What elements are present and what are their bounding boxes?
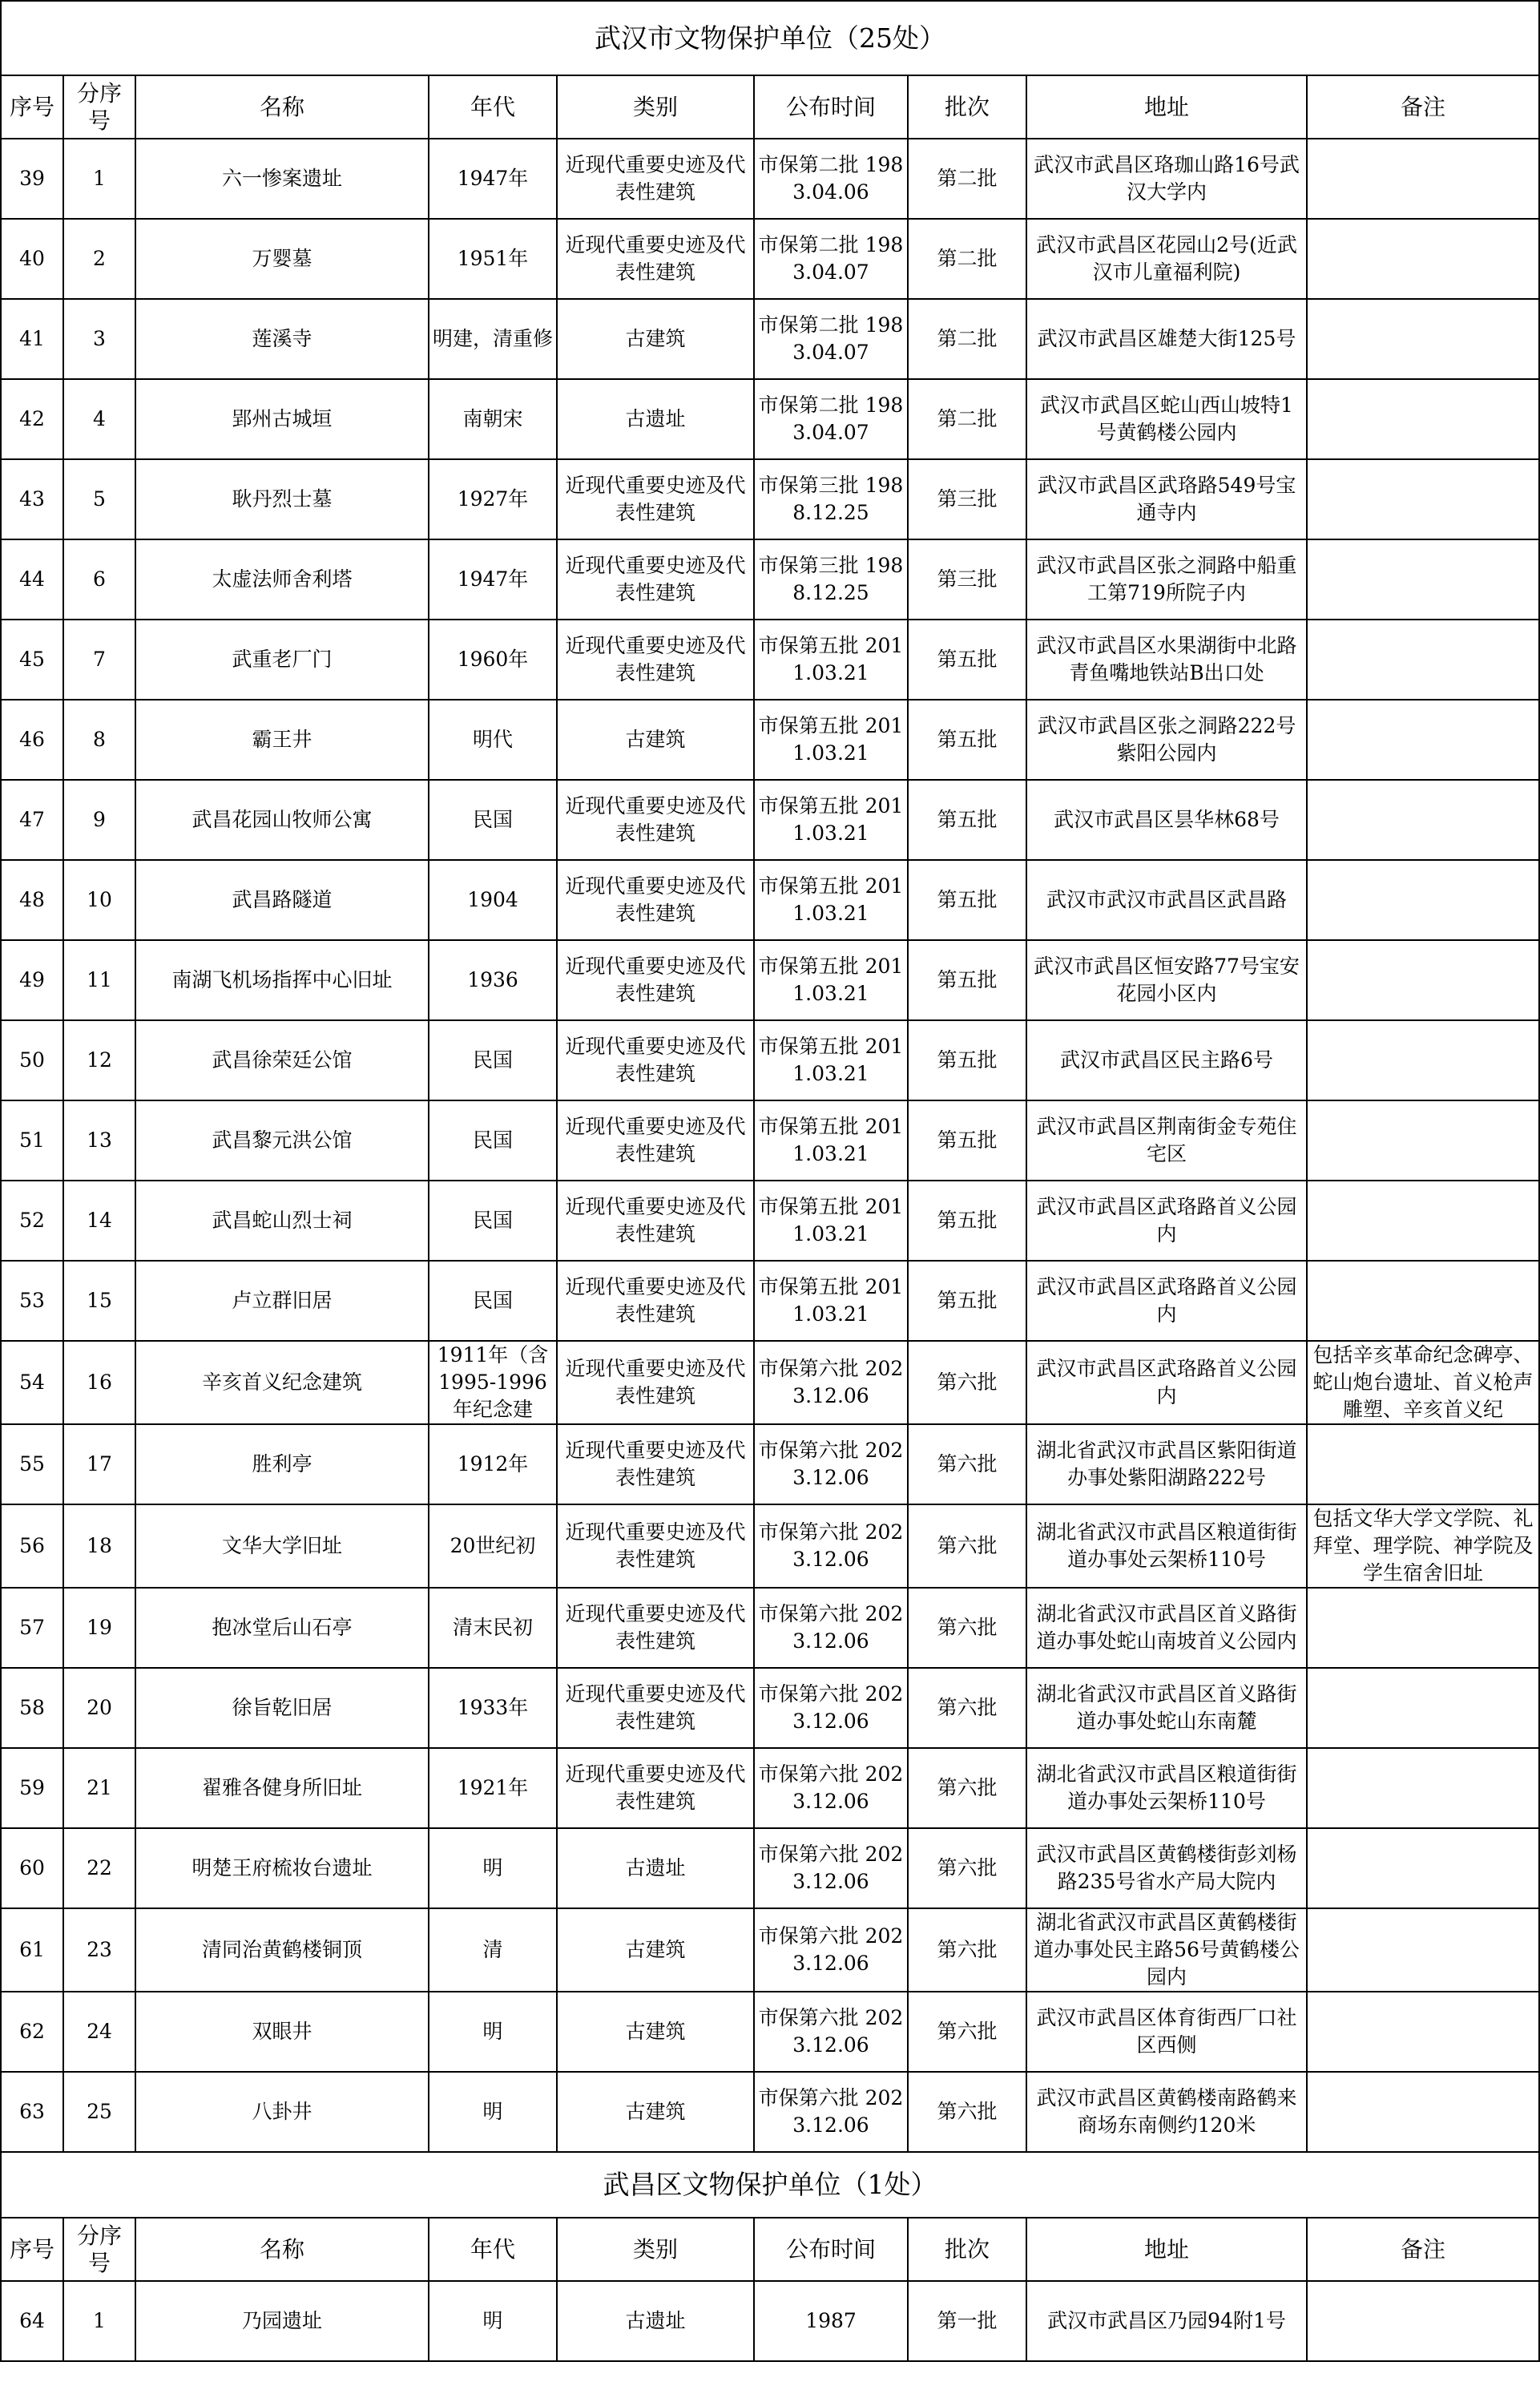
table-row [1, 780, 1539, 860]
notes-cell: 包括辛亥革命纪念碑亭、蛇山炮台遗址、首义枪声雕塑、辛亥首义纪 [1307, 1341, 1539, 1424]
category-cell: 古建筑 [557, 2072, 754, 2152]
era-cell: 1911年（含1995-1996年纪念建 [429, 1341, 557, 1424]
site-name-cell: 胜利亭 [135, 1424, 429, 1504]
site-name-cell: 武重老厂门 [135, 620, 429, 700]
sub-number-cell: 7 [63, 620, 135, 700]
serial-number-cell: 60 [1, 1828, 63, 1908]
site-name-cell: 南湖飞机场指挥中心旧址 [135, 940, 429, 1020]
notes-cell [1307, 1828, 1539, 1908]
table-row [1, 700, 1539, 780]
sub-number-cell: 2 [63, 219, 135, 299]
header-published-date: 公布时间 [754, 2218, 908, 2281]
era-cell: 民国 [429, 1181, 557, 1261]
table-row [1, 1588, 1539, 1668]
sub-number-cell: 12 [63, 1020, 135, 1100]
table-row [1, 1181, 1539, 1261]
era-cell: 1936 [429, 940, 557, 1020]
era-cell: 1912年 [429, 1424, 557, 1504]
table-row [1, 1424, 1539, 1504]
serial-number-cell: 59 [1, 1748, 63, 1828]
era-cell: 明 [429, 2072, 557, 2152]
sub-number-cell: 16 [63, 1341, 135, 1424]
published-date-cell: 市保第二批 1983.04.07 [754, 299, 908, 379]
published-date-cell: 市保第六批 2023.12.06 [754, 1668, 908, 1748]
batch-cell: 第五批 [908, 1181, 1026, 1261]
category-cell: 近现代重要史迹及代表性建筑 [557, 1504, 754, 1588]
batch-cell: 第一批 [908, 2281, 1026, 2361]
era-cell: 民国 [429, 1020, 557, 1100]
sub-number-cell: 24 [63, 1992, 135, 2072]
site-name-cell: 文华大学旧址 [135, 1504, 429, 1588]
serial-number-cell: 55 [1, 1424, 63, 1504]
notes-cell [1307, 1992, 1539, 2072]
category-cell: 古遗址 [557, 379, 754, 459]
era-cell: 1933年 [429, 1668, 557, 1748]
sub-number-cell: 18 [63, 1504, 135, 1588]
published-date-cell: 市保第五批 2011.03.21 [754, 620, 908, 700]
era-cell: 1947年 [429, 139, 557, 219]
published-date-cell: 市保第三批 1988.12.25 [754, 459, 908, 539]
category-cell: 近现代重要史迹及代表性建筑 [557, 1668, 754, 1748]
site-name-cell: 明楚王府梳妆台遗址 [135, 1828, 429, 1908]
category-cell: 近现代重要史迹及代表性建筑 [557, 780, 754, 860]
batch-cell: 第五批 [908, 860, 1026, 940]
header-serial-number: 序号 [1, 2218, 63, 2281]
address-cell: 湖北省武汉市武昌区粮道街街道办事处云架桥110号 [1026, 1504, 1307, 1588]
published-date-cell: 市保第五批 2011.03.21 [754, 1020, 908, 1100]
table-row [1, 1828, 1539, 1908]
address-cell: 武汉市武昌区武珞路549号宝通寺内 [1026, 459, 1307, 539]
site-name-cell: 抱冰堂后山石亭 [135, 1588, 429, 1668]
published-date-cell: 市保第六批 2023.12.06 [754, 1341, 908, 1424]
table-row [1, 1908, 1539, 1992]
serial-number-cell: 47 [1, 780, 63, 860]
table-row [1, 1748, 1539, 1828]
column-header-row [1, 75, 1539, 139]
sub-number-cell: 14 [63, 1181, 135, 1261]
published-date-cell: 市保第六批 2023.12.06 [754, 1504, 908, 1588]
address-cell: 武汉市武昌区荆南街金专苑住宅区 [1026, 1100, 1307, 1181]
serial-number-cell: 39 [1, 139, 63, 219]
notes-cell [1307, 459, 1539, 539]
site-name-cell: 武昌花园山牧师公寓 [135, 780, 429, 860]
published-date-cell: 市保第五批 2011.03.21 [754, 1261, 908, 1341]
site-name-cell: 太虚法师舍利塔 [135, 539, 429, 620]
site-name-cell: 清同治黄鹤楼铜顶 [135, 1908, 429, 1992]
address-cell: 武汉市武昌区武珞路首义公园内 [1026, 1341, 1307, 1424]
published-date-cell: 市保第六批 2023.12.06 [754, 1828, 908, 1908]
header-era: 年代 [429, 2218, 557, 2281]
address-cell: 武汉市武昌区体育街西厂口社区西侧 [1026, 1992, 1307, 2072]
published-date-cell: 市保第五批 2011.03.21 [754, 700, 908, 780]
table-row [1, 940, 1539, 1020]
header-published-date: 公布时间 [754, 75, 908, 139]
sub-number-cell: 25 [63, 2072, 135, 2152]
table-row [1, 1504, 1539, 1588]
batch-cell: 第六批 [908, 1424, 1026, 1504]
notes-cell [1307, 940, 1539, 1020]
section-title: 武昌区文物保护单位（1处） [1, 2152, 1539, 2218]
address-cell: 武汉市武昌区昙华林68号 [1026, 780, 1307, 860]
table-row [1, 1100, 1539, 1181]
address-cell: 湖北省武汉市武昌区首义路街道办事处蛇山东南麓 [1026, 1668, 1307, 1748]
notes-cell [1307, 1588, 1539, 1668]
published-date-cell: 市保第六批 2023.12.06 [754, 1748, 908, 1828]
published-date-cell: 市保第五批 2011.03.21 [754, 1100, 908, 1181]
batch-cell: 第六批 [908, 1668, 1026, 1748]
batch-cell: 第六批 [908, 1748, 1026, 1828]
era-cell: 民国 [429, 780, 557, 860]
published-date-cell: 市保第六批 2023.12.06 [754, 1424, 908, 1504]
address-cell: 武汉市武昌区蛇山西山坡特1号黄鹤楼公园内 [1026, 379, 1307, 459]
serial-number-cell: 58 [1, 1668, 63, 1748]
era-cell: 清末民初 [429, 1588, 557, 1668]
sub-number-cell: 5 [63, 459, 135, 539]
published-date-cell: 市保第五批 2011.03.21 [754, 860, 908, 940]
header-sub-number: 分序号 [63, 2218, 135, 2281]
notes-cell [1307, 1748, 1539, 1828]
table-row [1, 139, 1539, 219]
serial-number-cell: 61 [1, 1908, 63, 1992]
address-cell: 武汉市武昌区张之洞路中船重工第719所院子内 [1026, 539, 1307, 620]
category-cell: 近现代重要史迹及代表性建筑 [557, 459, 754, 539]
batch-cell: 第三批 [908, 459, 1026, 539]
site-name-cell: 六一惨案遗址 [135, 139, 429, 219]
site-name-cell: 徐旨乾旧居 [135, 1668, 429, 1748]
era-cell: 明 [429, 1828, 557, 1908]
notes-cell [1307, 620, 1539, 700]
era-cell: 20世纪初 [429, 1504, 557, 1588]
serial-number-cell: 44 [1, 539, 63, 620]
era-cell: 清 [429, 1908, 557, 1992]
address-cell: 武汉市武汉市武昌区武昌路 [1026, 860, 1307, 940]
batch-cell: 第六批 [908, 1908, 1026, 1992]
serial-number-cell: 54 [1, 1341, 63, 1424]
category-cell: 近现代重要史迹及代表性建筑 [557, 1341, 754, 1424]
address-cell: 武汉市武昌区张之洞路222号紫阳公园内 [1026, 700, 1307, 780]
address-cell: 湖北省武汉市武昌区紫阳街道办事处紫阳湖路222号 [1026, 1424, 1307, 1504]
era-cell: 1927年 [429, 459, 557, 539]
sub-number-cell: 1 [63, 2281, 135, 2361]
batch-cell: 第五批 [908, 1020, 1026, 1100]
category-cell: 近现代重要史迹及代表性建筑 [557, 139, 754, 219]
category-cell: 近现代重要史迹及代表性建筑 [557, 1181, 754, 1261]
address-cell: 湖北省武汉市武昌区首义路街道办事处蛇山南坡首义公园内 [1026, 1588, 1307, 1668]
notes-cell [1307, 539, 1539, 620]
notes-cell [1307, 1668, 1539, 1748]
section-title: 武汉市文物保护单位（25处） [1, 1, 1539, 75]
category-cell: 古建筑 [557, 700, 754, 780]
serial-number-cell: 50 [1, 1020, 63, 1100]
category-cell: 近现代重要史迹及代表性建筑 [557, 1100, 754, 1181]
era-cell: 明 [429, 1992, 557, 2072]
table-row [1, 379, 1539, 459]
published-date-cell: 市保第三批 1988.12.25 [754, 539, 908, 620]
site-name-cell: 武昌蛇山烈士祠 [135, 1181, 429, 1261]
header-notes: 备注 [1307, 2218, 1539, 2281]
batch-cell: 第五批 [908, 620, 1026, 700]
header-name: 名称 [135, 75, 429, 139]
address-cell: 武汉市武昌区恒安路77号宝安花园小区内 [1026, 940, 1307, 1020]
category-cell: 近现代重要史迹及代表性建筑 [557, 940, 754, 1020]
batch-cell: 第六批 [908, 1588, 1026, 1668]
serial-number-cell: 57 [1, 1588, 63, 1668]
published-date-cell: 市保第六批 2023.12.06 [754, 2072, 908, 2152]
serial-number-cell: 46 [1, 700, 63, 780]
site-name-cell: 辛亥首义纪念建筑 [135, 1341, 429, 1424]
site-name-cell: 卢立群旧居 [135, 1261, 429, 1341]
address-cell: 武汉市武昌区雄楚大街125号 [1026, 299, 1307, 379]
header-notes: 备注 [1307, 75, 1539, 139]
site-name-cell: 乃园遗址 [135, 2281, 429, 2361]
category-cell: 近现代重要史迹及代表性建筑 [557, 860, 754, 940]
published-date-cell: 市保第二批 1983.04.07 [754, 379, 908, 459]
category-cell: 古遗址 [557, 2281, 754, 2361]
sub-number-cell: 17 [63, 1424, 135, 1504]
address-cell: 湖北省武汉市武昌区黄鹤楼街道办事处民主路56号黄鹤楼公园内 [1026, 1908, 1307, 1992]
published-date-cell: 市保第五批 2011.03.21 [754, 1181, 908, 1261]
batch-cell: 第五批 [908, 940, 1026, 1020]
category-cell: 古遗址 [557, 1828, 754, 1908]
batch-cell: 第五批 [908, 700, 1026, 780]
site-name-cell: 莲溪寺 [135, 299, 429, 379]
site-name-cell: 双眼井 [135, 1992, 429, 2072]
header-sub-number: 分序号 [63, 75, 135, 139]
site-name-cell: 八卦井 [135, 2072, 429, 2152]
era-cell: 明 [429, 2281, 557, 2361]
batch-cell: 第六批 [908, 1992, 1026, 2072]
serial-number-cell: 45 [1, 620, 63, 700]
batch-cell: 第二批 [908, 379, 1026, 459]
sub-number-cell: 10 [63, 860, 135, 940]
era-cell: 1904 [429, 860, 557, 940]
era-cell: 民国 [429, 1261, 557, 1341]
sub-number-cell: 22 [63, 1828, 135, 1908]
table-row [1, 620, 1539, 700]
notes-cell [1307, 2072, 1539, 2152]
site-name-cell: 郢州古城垣 [135, 379, 429, 459]
address-cell: 武汉市武昌区乃园94附1号 [1026, 2281, 1307, 2361]
category-cell: 古建筑 [557, 299, 754, 379]
category-cell: 近现代重要史迹及代表性建筑 [557, 1588, 754, 1668]
serial-number-cell: 62 [1, 1992, 63, 2072]
notes-cell [1307, 1908, 1539, 1992]
table-row [1, 299, 1539, 379]
serial-number-cell: 52 [1, 1181, 63, 1261]
address-cell: 武汉市武昌区黄鹤楼街彭刘杨路235号省水产局大院内 [1026, 1828, 1307, 1908]
address-cell: 湖北省武汉市武昌区粮道街街道办事处云架桥110号 [1026, 1748, 1307, 1828]
table-row [1, 1261, 1539, 1341]
sub-number-cell: 1 [63, 139, 135, 219]
notes-cell [1307, 2281, 1539, 2361]
era-cell: 南朝宋 [429, 379, 557, 459]
site-name-cell: 翟雅各健身所旧址 [135, 1748, 429, 1828]
header-serial-number: 序号 [1, 75, 63, 139]
notes-cell [1307, 219, 1539, 299]
notes-cell [1307, 299, 1539, 379]
column-header-row [1, 2218, 1539, 2281]
site-name-cell: 武昌徐荣廷公馆 [135, 1020, 429, 1100]
era-cell: 1921年 [429, 1748, 557, 1828]
category-cell: 近现代重要史迹及代表性建筑 [557, 1424, 754, 1504]
sub-number-cell: 19 [63, 1588, 135, 1668]
batch-cell: 第六批 [908, 1341, 1026, 1424]
batch-cell: 第二批 [908, 219, 1026, 299]
published-date-cell: 市保第六批 2023.12.06 [754, 1908, 908, 1992]
header-batch: 批次 [908, 2218, 1026, 2281]
era-cell: 1947年 [429, 539, 557, 620]
sub-number-cell: 3 [63, 299, 135, 379]
category-cell: 近现代重要史迹及代表性建筑 [557, 539, 754, 620]
published-date-cell: 市保第五批 2011.03.21 [754, 940, 908, 1020]
notes-cell [1307, 139, 1539, 219]
site-name-cell: 霸王井 [135, 700, 429, 780]
address-cell: 武汉市武昌区花园山2号(近武汉市儿童福利院) [1026, 219, 1307, 299]
category-cell: 近现代重要史迹及代表性建筑 [557, 1261, 754, 1341]
category-cell: 近现代重要史迹及代表性建筑 [557, 1748, 754, 1828]
notes-cell [1307, 1261, 1539, 1341]
serial-number-cell: 51 [1, 1100, 63, 1181]
batch-cell: 第五批 [908, 780, 1026, 860]
address-cell: 武汉市武昌区珞珈山路16号武汉大学内 [1026, 139, 1307, 219]
section-title-row [1, 1, 1539, 75]
notes-cell [1307, 1424, 1539, 1504]
header-address: 地址 [1026, 2218, 1307, 2281]
serial-number-cell: 64 [1, 2281, 63, 2361]
sub-number-cell: 15 [63, 1261, 135, 1341]
address-cell: 武汉市武昌区民主路6号 [1026, 1020, 1307, 1100]
published-date-cell: 市保第六批 2023.12.06 [754, 1588, 908, 1668]
era-cell: 明代 [429, 700, 557, 780]
published-date-cell: 市保第五批 2011.03.21 [754, 780, 908, 860]
category-cell: 近现代重要史迹及代表性建筑 [557, 1020, 754, 1100]
site-name-cell: 武昌路隧道 [135, 860, 429, 940]
address-cell: 武汉市武昌区武珞路首义公园内 [1026, 1181, 1307, 1261]
notes-cell [1307, 860, 1539, 940]
table-row [1, 1992, 1539, 2072]
header-era: 年代 [429, 75, 557, 139]
sub-number-cell: 9 [63, 780, 135, 860]
address-cell: 武汉市武昌区水果湖街中北路青鱼嘴地铁站B出口处 [1026, 620, 1307, 700]
batch-cell: 第二批 [908, 299, 1026, 379]
era-cell: 明建，清重修 [429, 299, 557, 379]
header-category: 类别 [557, 75, 754, 139]
table-row [1, 459, 1539, 539]
category-cell: 古建筑 [557, 1908, 754, 1992]
serial-number-cell: 40 [1, 219, 63, 299]
address-cell: 武汉市武昌区武珞路首义公园内 [1026, 1261, 1307, 1341]
site-name-cell: 武昌黎元洪公馆 [135, 1100, 429, 1181]
serial-number-cell: 56 [1, 1504, 63, 1588]
header-category: 类别 [557, 2218, 754, 2281]
site-name-cell: 万婴墓 [135, 219, 429, 299]
table-row [1, 219, 1539, 299]
batch-cell: 第六批 [908, 1828, 1026, 1908]
notes-cell: 包括文华大学文学院、礼拜堂、理学院、神学院及学生宿舍旧址 [1307, 1504, 1539, 1588]
published-date-cell: 1987 [754, 2281, 908, 2361]
serial-number-cell: 63 [1, 2072, 63, 2152]
serial-number-cell: 41 [1, 299, 63, 379]
table-row [1, 1020, 1539, 1100]
site-name-cell: 耿丹烈士墓 [135, 459, 429, 539]
notes-cell [1307, 1100, 1539, 1181]
notes-cell [1307, 780, 1539, 860]
era-cell: 1960年 [429, 620, 557, 700]
era-cell: 1951年 [429, 219, 557, 299]
section-title-row [1, 2152, 1539, 2218]
serial-number-cell: 42 [1, 379, 63, 459]
notes-cell [1307, 700, 1539, 780]
header-address: 地址 [1026, 75, 1307, 139]
sub-number-cell: 4 [63, 379, 135, 459]
header-name: 名称 [135, 2218, 429, 2281]
published-date-cell: 市保第六批 2023.12.06 [754, 1992, 908, 2072]
batch-cell: 第五批 [908, 1261, 1026, 1341]
serial-number-cell: 48 [1, 860, 63, 940]
batch-cell: 第三批 [908, 539, 1026, 620]
sub-number-cell: 23 [63, 1908, 135, 1992]
serial-number-cell: 53 [1, 1261, 63, 1341]
category-cell: 近现代重要史迹及代表性建筑 [557, 620, 754, 700]
sub-number-cell: 20 [63, 1668, 135, 1748]
published-date-cell: 市保第二批 1983.04.07 [754, 219, 908, 299]
category-cell: 近现代重要史迹及代表性建筑 [557, 219, 754, 299]
sub-number-cell: 11 [63, 940, 135, 1020]
batch-cell: 第六批 [908, 1504, 1026, 1588]
batch-cell: 第五批 [908, 1100, 1026, 1181]
notes-cell [1307, 1181, 1539, 1261]
table-row [1, 2072, 1539, 2152]
published-date-cell: 市保第二批 1983.04.06 [754, 139, 908, 219]
notes-cell [1307, 379, 1539, 459]
table-row [1, 1341, 1539, 1424]
notes-cell [1307, 1020, 1539, 1100]
table-row [1, 860, 1539, 940]
address-cell: 武汉市武昌区黄鹤楼南路鹤来商场东南侧约120米 [1026, 2072, 1307, 2152]
sub-number-cell: 6 [63, 539, 135, 620]
category-cell: 古建筑 [557, 1992, 754, 2072]
sub-number-cell: 8 [63, 700, 135, 780]
table-row [1, 2281, 1539, 2361]
era-cell: 民国 [429, 1100, 557, 1181]
batch-cell: 第二批 [908, 139, 1026, 219]
table-row [1, 539, 1539, 620]
serial-number-cell: 43 [1, 459, 63, 539]
serial-number-cell: 49 [1, 940, 63, 1020]
batch-cell: 第六批 [908, 2072, 1026, 2152]
table-row [1, 1668, 1539, 1748]
sub-number-cell: 13 [63, 1100, 135, 1181]
sub-number-cell: 21 [63, 1748, 135, 1828]
header-batch: 批次 [908, 75, 1026, 139]
